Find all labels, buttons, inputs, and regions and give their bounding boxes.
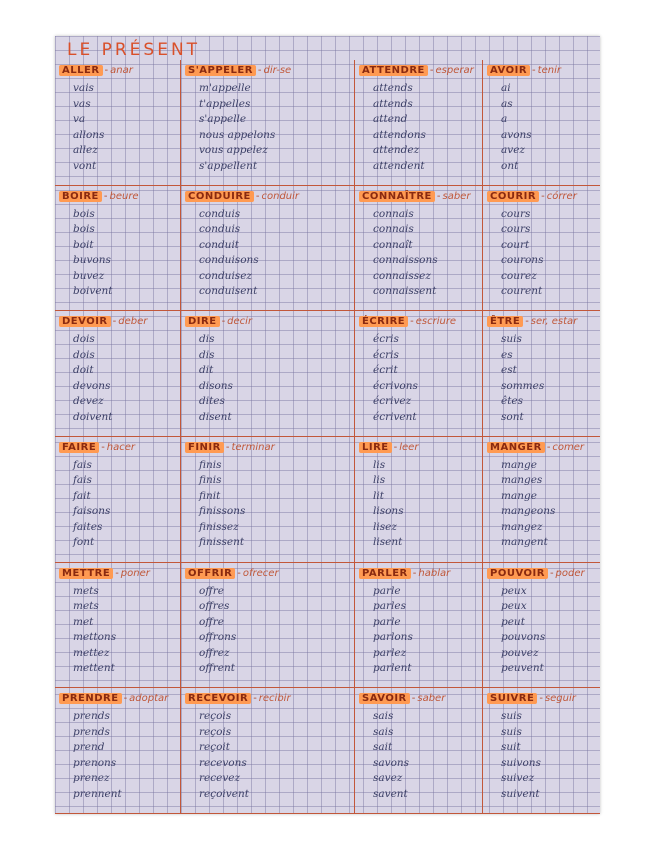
verb-cell: [55, 311, 181, 437]
conjugated-form: lisez: [373, 520, 397, 533]
conjugated-form: attends: [373, 97, 413, 110]
verb-translation: hablar: [418, 567, 451, 579]
verb-translation: saber: [442, 190, 471, 202]
conjugated-form: mangez: [501, 520, 543, 533]
verb-header: [59, 566, 177, 582]
conjugated-form: bois: [73, 207, 95, 220]
conjugated-form: attends: [373, 82, 413, 94]
conjugated-form: reçois: [199, 710, 232, 723]
conjugation-list: [487, 584, 597, 677]
conjugation-list: [185, 458, 351, 551]
verb-cell: [355, 437, 483, 563]
separator: -: [104, 65, 109, 76]
conjugated-form: doit: [73, 364, 94, 377]
conjugated-form: buvons: [73, 254, 111, 267]
verb-infinitive: METTRE: [59, 568, 113, 579]
conjugated-form: lit: [373, 489, 384, 502]
conjugated-form: connais: [373, 207, 414, 220]
verb-cell: [483, 60, 600, 186]
verb-infinitive: ALLER: [59, 65, 103, 76]
conjugated-form: conduisent: [199, 285, 258, 298]
conjugated-form: vont: [73, 159, 97, 172]
verb-header: [59, 691, 177, 707]
verb-cell: [181, 311, 355, 437]
conjugated-form: offre: [199, 584, 224, 597]
verb-translation: terminar: [231, 441, 275, 453]
separator: -: [112, 316, 117, 328]
conjugated-form: mettons: [73, 631, 117, 644]
verb-infinitive: POUVOIR: [487, 568, 548, 579]
conjugated-form: suis: [501, 710, 522, 723]
conjugated-form: conduisez: [199, 269, 252, 282]
conjugated-form: offrons: [199, 631, 237, 644]
conjugation-list: [359, 207, 479, 300]
verb-header: [59, 314, 177, 330]
verb-translation: hacer: [106, 441, 136, 453]
conjugated-form: vais: [73, 82, 94, 94]
conjugated-form: écris: [373, 333, 399, 346]
page-title: LE PRÉSENT: [67, 40, 201, 60]
verb-translation: saber: [417, 693, 446, 705]
verb-cell: [55, 563, 181, 689]
verb-translation: córrer: [546, 190, 577, 202]
conjugation-list: [185, 81, 351, 174]
verb-header: [359, 566, 479, 582]
conjugated-form: dois: [73, 348, 95, 361]
conjugated-form: prennent: [73, 787, 122, 800]
verb-header: [487, 189, 597, 205]
conjugation-list: [487, 81, 597, 174]
conjugated-form: parlons: [373, 631, 413, 644]
conjugated-form: prenons: [73, 756, 117, 769]
conjugated-form: m'appelle: [199, 82, 251, 94]
conjugation-list: [487, 709, 597, 802]
conjugated-form: savent: [373, 787, 408, 800]
verb-cell: [181, 563, 355, 689]
conjugated-form: avons: [501, 128, 532, 141]
conjugated-form: dit: [199, 364, 214, 377]
conjugated-form: offrez: [199, 646, 230, 659]
verb-translation: dir-se: [263, 65, 292, 76]
verb-infinitive: LIRE: [359, 442, 392, 453]
conjugated-form: recevons: [199, 756, 247, 769]
conjugated-form: courent: [501, 285, 543, 298]
conjugation-list: [487, 207, 597, 300]
verb-translation: poner: [120, 567, 150, 579]
separator: -: [549, 567, 554, 579]
conjugated-form: finissons: [199, 505, 246, 518]
conjugated-form: prends: [73, 725, 110, 738]
verb-header: [487, 440, 597, 456]
conjugated-form: bois: [73, 223, 95, 236]
conjugated-form: ont: [501, 159, 519, 172]
conjugated-form: finis: [199, 458, 222, 471]
conjugation-list: [59, 709, 177, 802]
verb-cell: [483, 688, 600, 814]
verb-translation: esperar: [435, 65, 474, 76]
verb-infinitive: SAVOIR: [359, 693, 410, 704]
conjugated-form: boivent: [73, 285, 113, 298]
verb-translation: comer: [552, 441, 585, 453]
conjugated-form: finis: [199, 474, 222, 487]
conjugated-form: suivons: [501, 756, 541, 769]
verb-infinitive: PRENDRE: [59, 693, 122, 704]
verb-header: [185, 314, 351, 330]
conjugated-form: mettent: [73, 662, 115, 675]
conjugated-form: écrit: [373, 364, 398, 377]
conjugated-form: courons: [501, 254, 544, 267]
verb-cell: [181, 688, 355, 814]
conjugated-form: connaissent: [373, 285, 437, 298]
conjugated-form: suit: [501, 741, 521, 754]
verb-infinitive: DEVOIR: [59, 316, 111, 327]
separator: -: [237, 567, 241, 579]
conjugated-form: nous appelons: [199, 128, 276, 141]
conjugated-form: offres: [199, 600, 230, 613]
verb-translation: recibir: [258, 693, 291, 705]
verb-header: [359, 440, 479, 456]
conjugated-form: écrivons: [373, 379, 418, 392]
conjugated-form: lis: [373, 474, 386, 487]
verb-infinitive: S'APPELER: [185, 65, 256, 76]
verb-translation: ofrecer: [242, 567, 279, 579]
conjugated-form: savons: [373, 756, 410, 769]
verb-cell: [181, 60, 355, 186]
conjugated-form: reçois: [199, 725, 232, 738]
conjugated-form: met: [73, 615, 94, 628]
verb-header: [185, 63, 351, 79]
verb-translation: poder: [555, 567, 585, 579]
verb-header: [487, 63, 597, 79]
conjugated-form: mangent: [501, 536, 548, 549]
conjugated-form: conduis: [199, 223, 241, 236]
separator: -: [253, 693, 257, 705]
conjugation-list: [185, 584, 351, 677]
conjugated-form: finit: [199, 489, 221, 502]
conjugated-form: court: [501, 238, 530, 251]
conjugated-form: connais: [373, 223, 414, 236]
verb-translation: escriure: [415, 316, 457, 328]
verb-header: [185, 566, 351, 582]
verb-cell: [483, 186, 600, 312]
verb-header: [59, 440, 177, 456]
verb-header: [59, 63, 177, 79]
verb-infinitive: FINIR: [185, 442, 224, 453]
verb-header: [359, 63, 479, 79]
verb-header: [487, 691, 597, 707]
verb-infinitive: SUIVRE: [487, 693, 537, 704]
conjugated-form: boit: [73, 238, 94, 251]
separator: -: [436, 190, 441, 202]
separator: -: [411, 693, 416, 705]
conjugated-form: vous appelez: [199, 144, 268, 156]
verb-header: [359, 314, 479, 330]
conjugated-form: sait: [373, 741, 393, 754]
verb-cell: [483, 563, 600, 689]
verb-cell: [55, 60, 181, 186]
separator: -: [546, 441, 551, 453]
conjugation-list: [359, 584, 479, 677]
verb-cell: [355, 311, 483, 437]
verb-translation: decir: [227, 316, 253, 328]
verb-cell: [355, 688, 483, 814]
conjugation-list: [185, 709, 351, 802]
conjugated-form: devez: [73, 395, 104, 408]
conjugated-form: reçoit: [199, 741, 231, 754]
verb-translation: leer: [399, 441, 419, 453]
separator: -: [412, 567, 417, 579]
separator: -: [221, 316, 226, 328]
separator: -: [103, 190, 108, 202]
conjugated-form: savez: [373, 772, 403, 785]
verb-infinitive: PARLER: [359, 568, 411, 579]
conjugated-form: mets: [73, 600, 99, 613]
verb-infinitive: BOIRE: [59, 191, 102, 202]
conjugated-form: recevez: [199, 772, 241, 785]
separator: -: [541, 190, 545, 202]
conjugated-form: lisent: [373, 536, 403, 549]
verb-cell: [483, 437, 600, 563]
verb-infinitive: ÉCRIRE: [359, 316, 408, 327]
verb-cell: [55, 186, 181, 312]
conjugated-form: a: [501, 113, 508, 125]
verb-translation: tenir: [537, 65, 561, 76]
conjugated-form: disons: [199, 379, 233, 392]
conjugated-form: connaissons: [373, 254, 438, 267]
conjugated-form: mangeons: [501, 505, 556, 518]
separator: -: [101, 441, 105, 453]
conjugated-form: connaissez: [373, 269, 431, 282]
conjugated-form: as: [501, 97, 513, 110]
verb-header: [59, 189, 177, 205]
conjugation-list: [59, 207, 177, 300]
verb-infinitive: OFFRIR: [185, 568, 235, 579]
conjugated-form: peux: [501, 584, 527, 597]
separator: -: [525, 316, 529, 328]
verb-infinitive: FAIRE: [59, 442, 99, 453]
conjugated-form: parles: [373, 600, 406, 613]
verb-infinitive: CONDUIRE: [185, 191, 254, 202]
conjugation-list: [59, 584, 177, 677]
conjugated-form: doivent: [73, 410, 113, 423]
conjugated-form: ai: [501, 82, 511, 94]
verb-infinitive: RECEVOIR: [185, 693, 251, 704]
conjugated-form: attendez: [373, 144, 420, 156]
conjugated-form: suivent: [501, 787, 540, 800]
conjugated-form: reçoivent: [199, 787, 249, 800]
conjugated-form: font: [73, 536, 95, 549]
conjugated-form: es: [501, 348, 513, 361]
verb-infinitive: ÊTRE: [487, 316, 523, 327]
conjugated-form: t'appelles: [199, 97, 251, 110]
conjugated-form: mets: [73, 584, 99, 597]
conjugated-form: s'appelle: [199, 113, 247, 125]
verb-cell: [55, 437, 181, 563]
conjugated-form: allons: [73, 128, 105, 141]
conjugated-form: attend: [373, 113, 408, 125]
verb-cell: [181, 437, 355, 563]
conjugated-form: cours: [501, 207, 531, 220]
conjugated-form: conduisons: [199, 254, 259, 267]
conjugated-form: attendons: [373, 128, 426, 141]
conjugated-form: pouvons: [501, 631, 546, 644]
conjugation-list: [59, 458, 177, 551]
conjugated-form: buvez: [73, 269, 105, 282]
verb-cell: [355, 563, 483, 689]
conjugation-list: [59, 332, 177, 425]
conjugated-form: va: [73, 113, 86, 125]
conjugated-form: dites: [199, 395, 225, 408]
conjugated-form: écrivent: [373, 410, 417, 423]
conjugation-list: [487, 458, 597, 551]
conjugated-form: lisons: [373, 505, 404, 518]
verb-translation: deber: [118, 316, 148, 328]
conjugation-list: [359, 332, 479, 425]
verb-header: [487, 566, 597, 582]
conjugated-form: courez: [501, 269, 537, 282]
conjugated-form: allez: [73, 144, 98, 156]
conjugated-form: peuvent: [501, 662, 544, 675]
conjugated-form: devons: [73, 379, 111, 392]
conjugation-list: [185, 207, 351, 300]
conjugated-form: sommes: [501, 379, 545, 392]
verb-header: [185, 440, 351, 456]
conjugated-form: mange: [501, 458, 537, 471]
conjugated-form: connaît: [373, 238, 413, 251]
verb-cell: [181, 186, 355, 312]
conjugated-form: prenez: [73, 772, 110, 785]
conjugated-form: conduis: [199, 207, 241, 220]
conjugated-form: peut: [501, 615, 525, 628]
conjugated-form: suivez: [501, 772, 535, 785]
verb-cell: [55, 688, 181, 814]
verb-header: [359, 691, 479, 707]
separator: -: [257, 65, 262, 76]
verb-infinitive: COURIR: [487, 191, 539, 202]
conjugated-form: s'appellent: [199, 159, 258, 172]
conjugation-list: [185, 332, 351, 425]
separator: -: [225, 441, 230, 453]
conjugated-form: parle: [373, 584, 401, 597]
separator: -: [410, 316, 414, 328]
separator: -: [393, 441, 398, 453]
conjugated-form: parlent: [373, 662, 412, 675]
conjugation-list: [59, 81, 177, 174]
conjugated-form: mange: [501, 489, 537, 502]
separator: -: [429, 65, 434, 76]
conjugated-form: prends: [73, 710, 110, 723]
verb-translation: conduir: [261, 190, 300, 202]
conjugated-form: faites: [73, 520, 103, 533]
verb-infinitive: AVOIR: [487, 65, 530, 76]
conjugated-form: parle: [373, 615, 401, 628]
verb-conjugation-grid: [55, 60, 600, 814]
conjugated-form: peux: [501, 600, 527, 613]
conjugated-form: fais: [73, 474, 92, 487]
conjugated-form: dis: [199, 333, 215, 346]
conjugated-form: fait: [73, 489, 91, 502]
conjugated-form: sont: [501, 410, 524, 423]
conjugated-form: êtes: [501, 395, 524, 408]
conjugation-list: [487, 332, 597, 425]
conjugated-form: parlez: [373, 646, 407, 659]
verb-translation: adoptar: [129, 693, 169, 705]
verb-header: [185, 189, 351, 205]
verb-header: [359, 189, 479, 205]
conjugated-form: lis: [373, 458, 386, 471]
verb-translation: ser, estar: [530, 316, 578, 328]
verb-cell: [355, 60, 483, 186]
notebook-page: [55, 36, 600, 814]
conjugated-form: pouvez: [501, 646, 539, 659]
conjugated-form: dis: [199, 348, 215, 361]
conjugated-form: attendent: [373, 159, 425, 172]
conjugated-form: offre: [199, 615, 224, 628]
verb-header: [185, 691, 351, 707]
conjugated-form: manges: [501, 474, 543, 487]
conjugated-form: prend: [73, 741, 105, 754]
verb-infinitive: DIRE: [185, 316, 220, 327]
verb-translation: anar: [110, 65, 133, 76]
conjugated-form: dois: [73, 333, 95, 346]
verb-infinitive: MANGER: [487, 442, 545, 453]
conjugation-list: [359, 81, 479, 174]
separator: -: [115, 567, 119, 579]
conjugated-form: est: [501, 364, 517, 377]
verb-translation: beure: [109, 190, 139, 202]
conjugated-form: fais: [73, 458, 92, 471]
verb-cell: [483, 311, 600, 437]
conjugated-form: finissez: [199, 520, 239, 533]
separator: -: [255, 190, 260, 202]
conjugated-form: offrent: [199, 662, 235, 675]
conjugated-form: disent: [199, 410, 232, 423]
conjugated-form: mettez: [73, 646, 110, 659]
conjugated-form: suis: [501, 333, 522, 346]
conjugated-form: écrivez: [373, 395, 412, 408]
conjugated-form: avez: [501, 144, 525, 156]
conjugated-form: écris: [373, 348, 399, 361]
verb-infinitive: ATTENDRE: [359, 65, 428, 76]
verb-header: [487, 314, 597, 330]
conjugation-list: [359, 458, 479, 551]
conjugated-form: sais: [373, 710, 394, 723]
verb-infinitive: CONNAÎTRE: [359, 191, 435, 202]
conjugation-list: [359, 709, 479, 802]
verb-translation: seguir: [544, 693, 576, 705]
conjugated-form: faisons: [73, 505, 111, 518]
conjugated-form: conduit: [199, 238, 240, 251]
separator: -: [123, 693, 128, 705]
conjugated-form: sais: [373, 725, 394, 738]
separator: -: [539, 693, 543, 705]
conjugated-form: cours: [501, 223, 531, 236]
conjugated-form: finissent: [199, 536, 245, 549]
verb-cell: [355, 186, 483, 312]
conjugated-form: vas: [73, 97, 91, 110]
conjugated-form: suis: [501, 725, 522, 738]
separator: -: [532, 65, 536, 76]
